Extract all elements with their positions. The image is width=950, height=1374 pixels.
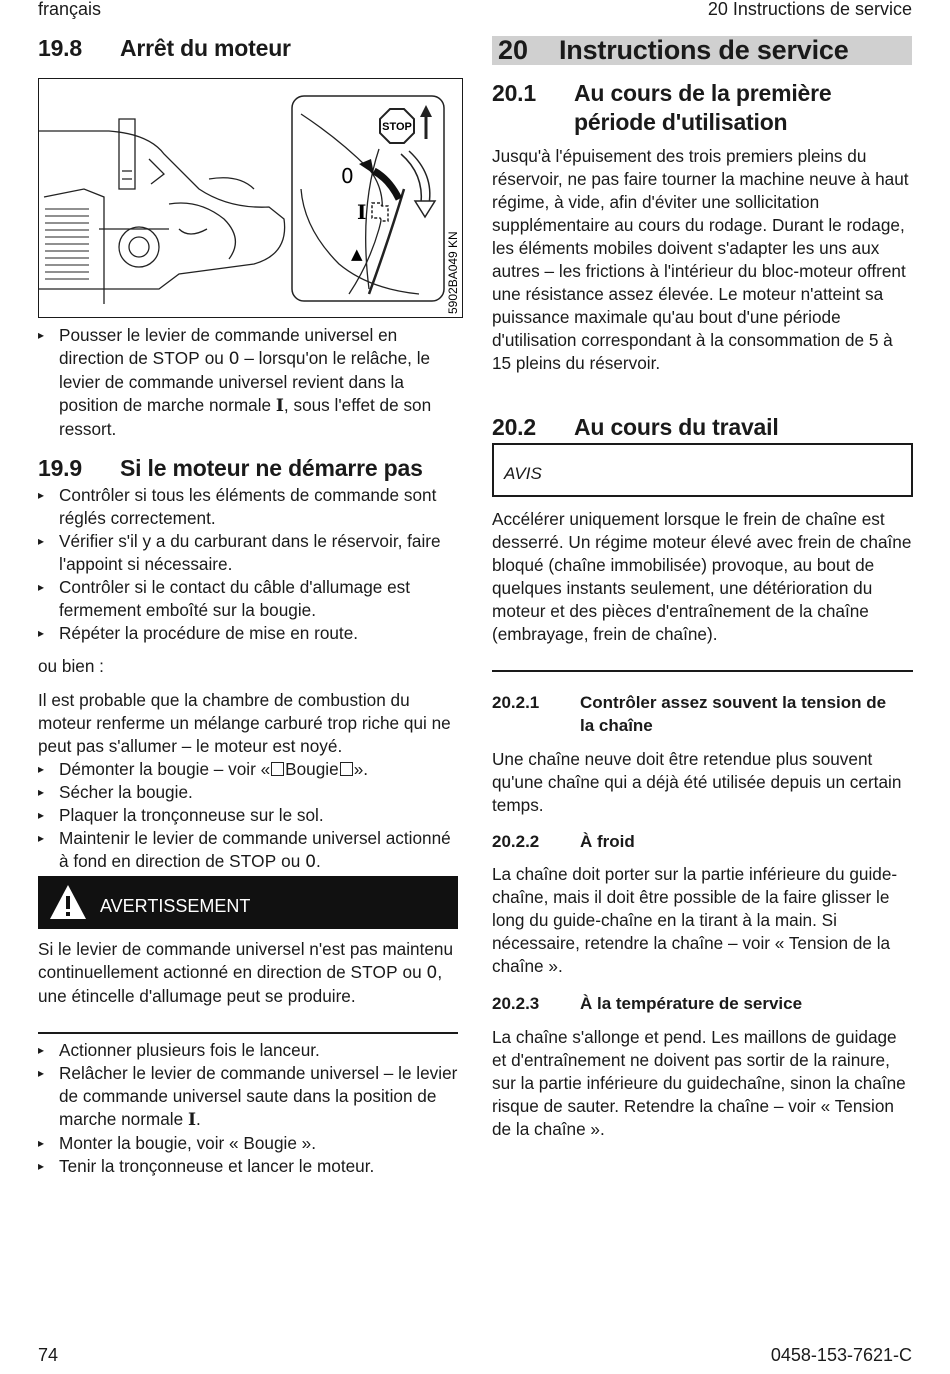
operating-temp-paragraph: La chaîne s'allonge et pend. Les maillons de guidage et d'entraînement ne doivent pas sortir de la rainure, sur la partie inférieure du guidechaîne, sinon la chaîne risque de sauter. Retendre la chaîne – voir « Tension de la chaîne ».	[492, 1027, 906, 1139]
divider	[38, 1032, 458, 1034]
flooded-paragraph: Il est probable que la chambre de combustion du moteur renferme un mélange carburé trop riche qui ne peut pas s'allumer – le moteur est noyé.	[38, 690, 451, 756]
cold-paragraph: La chaîne doit porter sur la partie inférieure du guide-chaîne, mais il doit être possible de la faire glisser le long du guide-chaîne en la tirant à la main. Si nécessaire, retendre la chaîne – voir « Tension de la chaîne ».	[492, 864, 898, 976]
box-icon	[271, 762, 284, 776]
chapter-heading: 20 Instructions de service	[492, 36, 912, 65]
list-item: ▸ Actionner plusieurs fois le lanceur.	[38, 1039, 458, 1062]
zero-icon: 0	[305, 852, 316, 872]
section-20-1-heading: 20.1 Au cours de la première période d'utilisation	[492, 80, 832, 135]
zero-icon: 0	[228, 349, 240, 369]
zero-icon: 0	[426, 963, 438, 983]
header-language: français	[38, 0, 102, 19]
chainsaw-illustration	[39, 79, 463, 318]
choke-symbol: ▲	[351, 245, 363, 263]
figure-stop-lever	[38, 78, 463, 318]
list-item: ▸ Contrôler si tous les éléments de commande sont réglés correctement.	[38, 484, 458, 530]
notice-text: Accélérer uniquement lorsque le frein de chaîne est desserré. Un régime moteur élevé avec frein de chaîne bloqué (chaîne immobilisée) provoque, au bout de quelques instants seulement, une détérioration du moteur et des pièces d'entraînement de la chaîne (embrayage, frein de chaîne).	[492, 509, 912, 644]
tension-paragraph: Une chaîne neuve doit être retendue plus souvent qu'une chaîne qui a déjà été utilisée depuis un certain temps.	[492, 749, 902, 815]
header-chapter: 20 Instructions de service	[707, 0, 912, 19]
section-20-2-3-heading: 20.2.3 À la température de service	[492, 994, 803, 1013]
run-label: I	[357, 200, 367, 224]
notice-box	[492, 443, 913, 497]
list-item: ▸ Relâcher le levier de commande universel – le levier de commande universel saute dans la position de marche normale I.	[38, 1062, 458, 1132]
stop-instructions	[38, 324, 458, 441]
warning-text: Si le levier de commande universel n'est pas maintenu continuellement actionné en direction de STOP ou 0, une étincelle d'allumage peut se produire.	[38, 939, 454, 1006]
warning-banner	[38, 876, 458, 929]
list-item: ▸ Répéter la procédure de mise en route.	[38, 622, 458, 645]
stop-label: STOP	[382, 121, 412, 133]
zero-symbol: 0	[341, 164, 354, 188]
break-in-paragraph: Jusqu'à l'épuisement des trois premiers pleins du réservoir, ne pas faire tourner la machine neuve à haut régime, à vide, afin d'éviter une sollicitation supplémentaire au cours du rodage. Durant le rodage, les éléments mobiles doivent s'adapter les uns aux autres – les frictions à l'intérieur du bloc-moteur offrent une résistance assez élevée. Le moteur n'atteint sa puissance maximale qu'au bout d'une période d'utilisation correspondant à la consommation de 5 à 15 pleins du réservoir.	[492, 146, 909, 373]
box-icon	[340, 762, 353, 776]
section-20-2-1-heading: 20.2.1 Contrôler assez souvent la tension de la chaîne	[492, 693, 887, 735]
section-20-2-2-heading: 20.2.2 À froid	[492, 832, 635, 851]
list-item: ▸ Sécher la bougie.	[38, 781, 458, 804]
list-item: ▸ Maintenir le levier de commande universel actionné à fond en direction de STOP ou 0.	[38, 827, 458, 874]
list-item: ▸ Tenir la tronçonneuse et lancer le moteur.	[38, 1155, 458, 1178]
section-20-2-heading: 20.2 Au cours du travail	[492, 414, 779, 440]
figure-code: 5902BA049 KN	[446, 231, 460, 314]
list-item: ▸ Démonter la bougie – voir « Bougie ».	[38, 758, 458, 781]
notice-label: AVIS	[504, 464, 542, 483]
warning-title: AVERTISSEMENT	[100, 896, 251, 916]
list-item: ▸ Vérifier s'il y a du carburant dans le réservoir, faire l'appoint si nécessaire.	[38, 530, 458, 576]
restart-steps	[38, 1039, 458, 1178]
document-code: 0458-153-7621-C	[770, 1345, 912, 1365]
page-number: 74	[38, 1345, 59, 1365]
section-19-8-heading: 19.8 Arrêt du moteur	[38, 35, 291, 61]
warning-triangle-icon	[48, 883, 88, 921]
list-item: ▸ Pousser le levier de commande universel en direction de STOP ou 0 – lorsqu'on le relâche, le levier de commande universel revient dans la position de marche normale I, sous l'effet de son ressort.	[38, 324, 458, 441]
list-item: ▸ Monter la bougie, voir « Bougie ».	[38, 1132, 458, 1155]
list-item: ▸ Contrôler si le contact du câble d'allumage est fermement emboîté sur la bougie.	[38, 576, 458, 622]
troubleshoot-list	[38, 484, 458, 645]
divider	[492, 670, 913, 672]
section-19-9-heading: 19.9 Si le moteur ne démarre pas	[38, 455, 423, 481]
list-item: ▸ Plaquer la tronçonneuse sur le sol.	[38, 804, 458, 827]
or-text: ou bien :	[38, 656, 104, 676]
flooded-steps	[38, 758, 458, 874]
